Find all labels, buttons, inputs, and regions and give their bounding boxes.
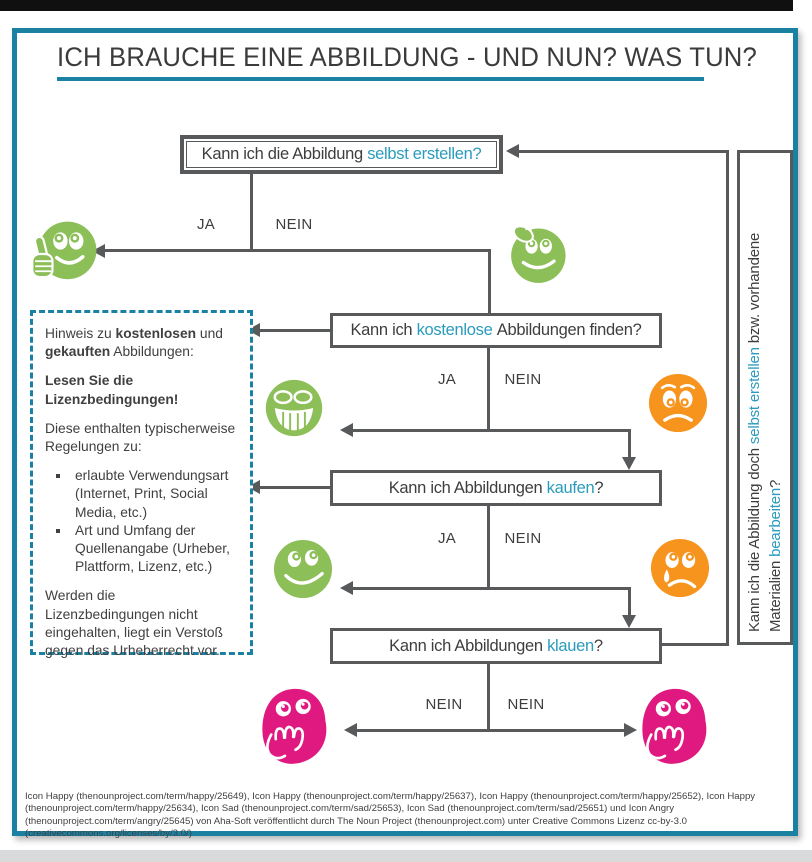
question-highlight: kaufen — [546, 478, 595, 497]
loopback-highlight: selbst erstellen — [746, 347, 763, 445]
connector-line — [518, 150, 729, 153]
loopback-highlight: bearbeiten — [767, 487, 784, 557]
happy-thumbs-up-icon — [28, 218, 100, 290]
connector-line — [259, 486, 330, 489]
connector-line — [487, 506, 490, 588]
page-title: ICH BRAUCHE EINE ABBILDUNG - UND NUN? WAS TUN? — [57, 42, 757, 72]
question-highlight: kostenlose — [416, 321, 493, 339]
title-underline — [57, 77, 704, 81]
question-text: Kann ich die Abbildung — [201, 145, 368, 163]
note-bullet: ▪ Art und Umfang der Quellenangabe (Urheber, Plattform, Lizenz, etc.) — [71, 522, 238, 577]
arrow-left-icon — [344, 723, 357, 737]
happy-smile-icon — [270, 536, 336, 602]
note-consequence: Werden die Lizenzbedingungen nicht eingehalten, liegt ein Verstoß gegen das Urheberrecht vor. — [45, 588, 223, 659]
sad-crying-icon — [647, 535, 713, 601]
question-text: Kann ich Abbildungen — [388, 478, 547, 497]
sad-worried-icon — [645, 370, 711, 436]
top-black-bar — [0, 0, 793, 11]
question-box-find-free — [330, 313, 662, 348]
loopback-text: Kann ich die Abbildung doch — [746, 444, 763, 632]
branch-label-ja: JA — [437, 371, 457, 388]
connector-line — [250, 174, 253, 251]
connector-line — [259, 329, 330, 332]
connector-line — [352, 587, 631, 590]
loopback-question-box — [737, 150, 793, 645]
question-text: Kann ich — [350, 321, 417, 339]
question-highlight: selbst erstellen? — [367, 145, 482, 163]
question-text: ? — [594, 478, 604, 497]
branch-label-nein: NEIN — [275, 216, 313, 233]
connector-line — [662, 643, 729, 646]
branch-label-ja: JA — [196, 216, 216, 233]
branch-label-nein: NEIN — [425, 696, 463, 713]
angry-shocked-icon-right — [636, 686, 712, 768]
note-text: und — [196, 326, 223, 341]
connector-line — [487, 348, 490, 431]
note-bullet: ▪ erlaubte Verwendungsart (Internet, Print, Social Media, etc.) — [71, 467, 238, 522]
loopback-text: ? — [767, 479, 784, 488]
question-highlight: klauen — [547, 636, 594, 655]
note-bold: gekauften — [45, 344, 111, 360]
arrow-down-icon — [622, 457, 636, 470]
connector-line — [628, 587, 631, 617]
connector-line — [628, 429, 631, 459]
note-intro: Diese enthalten typischerweise Regelungen zu: — [45, 420, 236, 455]
angry-shocked-icon-left — [256, 686, 332, 768]
note-bullet-list — [45, 467, 238, 576]
question-box-buy — [330, 470, 662, 506]
note-heading — [45, 325, 238, 361]
loopback-question-text — [740, 153, 790, 642]
connector-line — [356, 729, 624, 732]
connector-line — [726, 150, 729, 646]
license-note-box — [30, 310, 253, 659]
loopback-text: bzw. vorhandene — [746, 232, 763, 348]
bottom-gray-bar — [0, 850, 812, 862]
question-box-steal — [330, 628, 662, 664]
attribution-text: Icon Happy (thenounproject.com/term/happy/25649), Icon Happy (thenounproject.com/term/happy/25637), Icon Happy (thenounproject.com/term/happy/25652), Icon Happy (thenounproject.com/term/happy/25634), Icon Sad (thenounproject.com/term/sad/25653), Icon Sad (thenounproject.com/term/sad/25651) und Icon Angry (thenounproject.com/term/angry/25645) von Aha-Soft veröffentlicht durch The Noun Project (thenounproject.com) unter Creative Commons Lizenz cc-by-3.0 (creativecommons.org/licenses/by/3.0/) — [25, 791, 756, 840]
question-box-create-yourself — [180, 135, 503, 174]
connector-line — [487, 664, 490, 730]
arrow-left-icon — [340, 423, 353, 437]
branch-label-nein: NEIN — [507, 696, 545, 713]
loopback-text: Materialien — [767, 556, 784, 632]
branch-label-nein: NEIN — [504, 530, 542, 547]
happy-grin-icon — [262, 376, 326, 440]
question-text: Abbildungen finden? — [492, 321, 642, 339]
happy-thinking-icon — [503, 218, 571, 288]
arrow-down-icon — [622, 615, 636, 628]
connector-line — [103, 249, 491, 252]
arrow-left-icon — [340, 581, 353, 595]
note-text: Hinweis zu — [45, 326, 116, 341]
question-text: Kann ich Abbildungen — [389, 636, 548, 655]
branch-label-ja: JA — [437, 530, 457, 547]
arrow-left-icon — [506, 144, 519, 158]
note-warning — [45, 372, 238, 408]
note-text: Abbildungen: — [110, 344, 194, 360]
connector-line — [488, 249, 491, 315]
branch-label-nein: NEIN — [504, 371, 542, 388]
question-text: ? — [593, 636, 603, 655]
connector-line — [352, 429, 631, 432]
note-bold: Lesen Sie die Lizenzbedingungen! — [45, 373, 179, 407]
note-bold: kostenlosen — [115, 326, 197, 341]
